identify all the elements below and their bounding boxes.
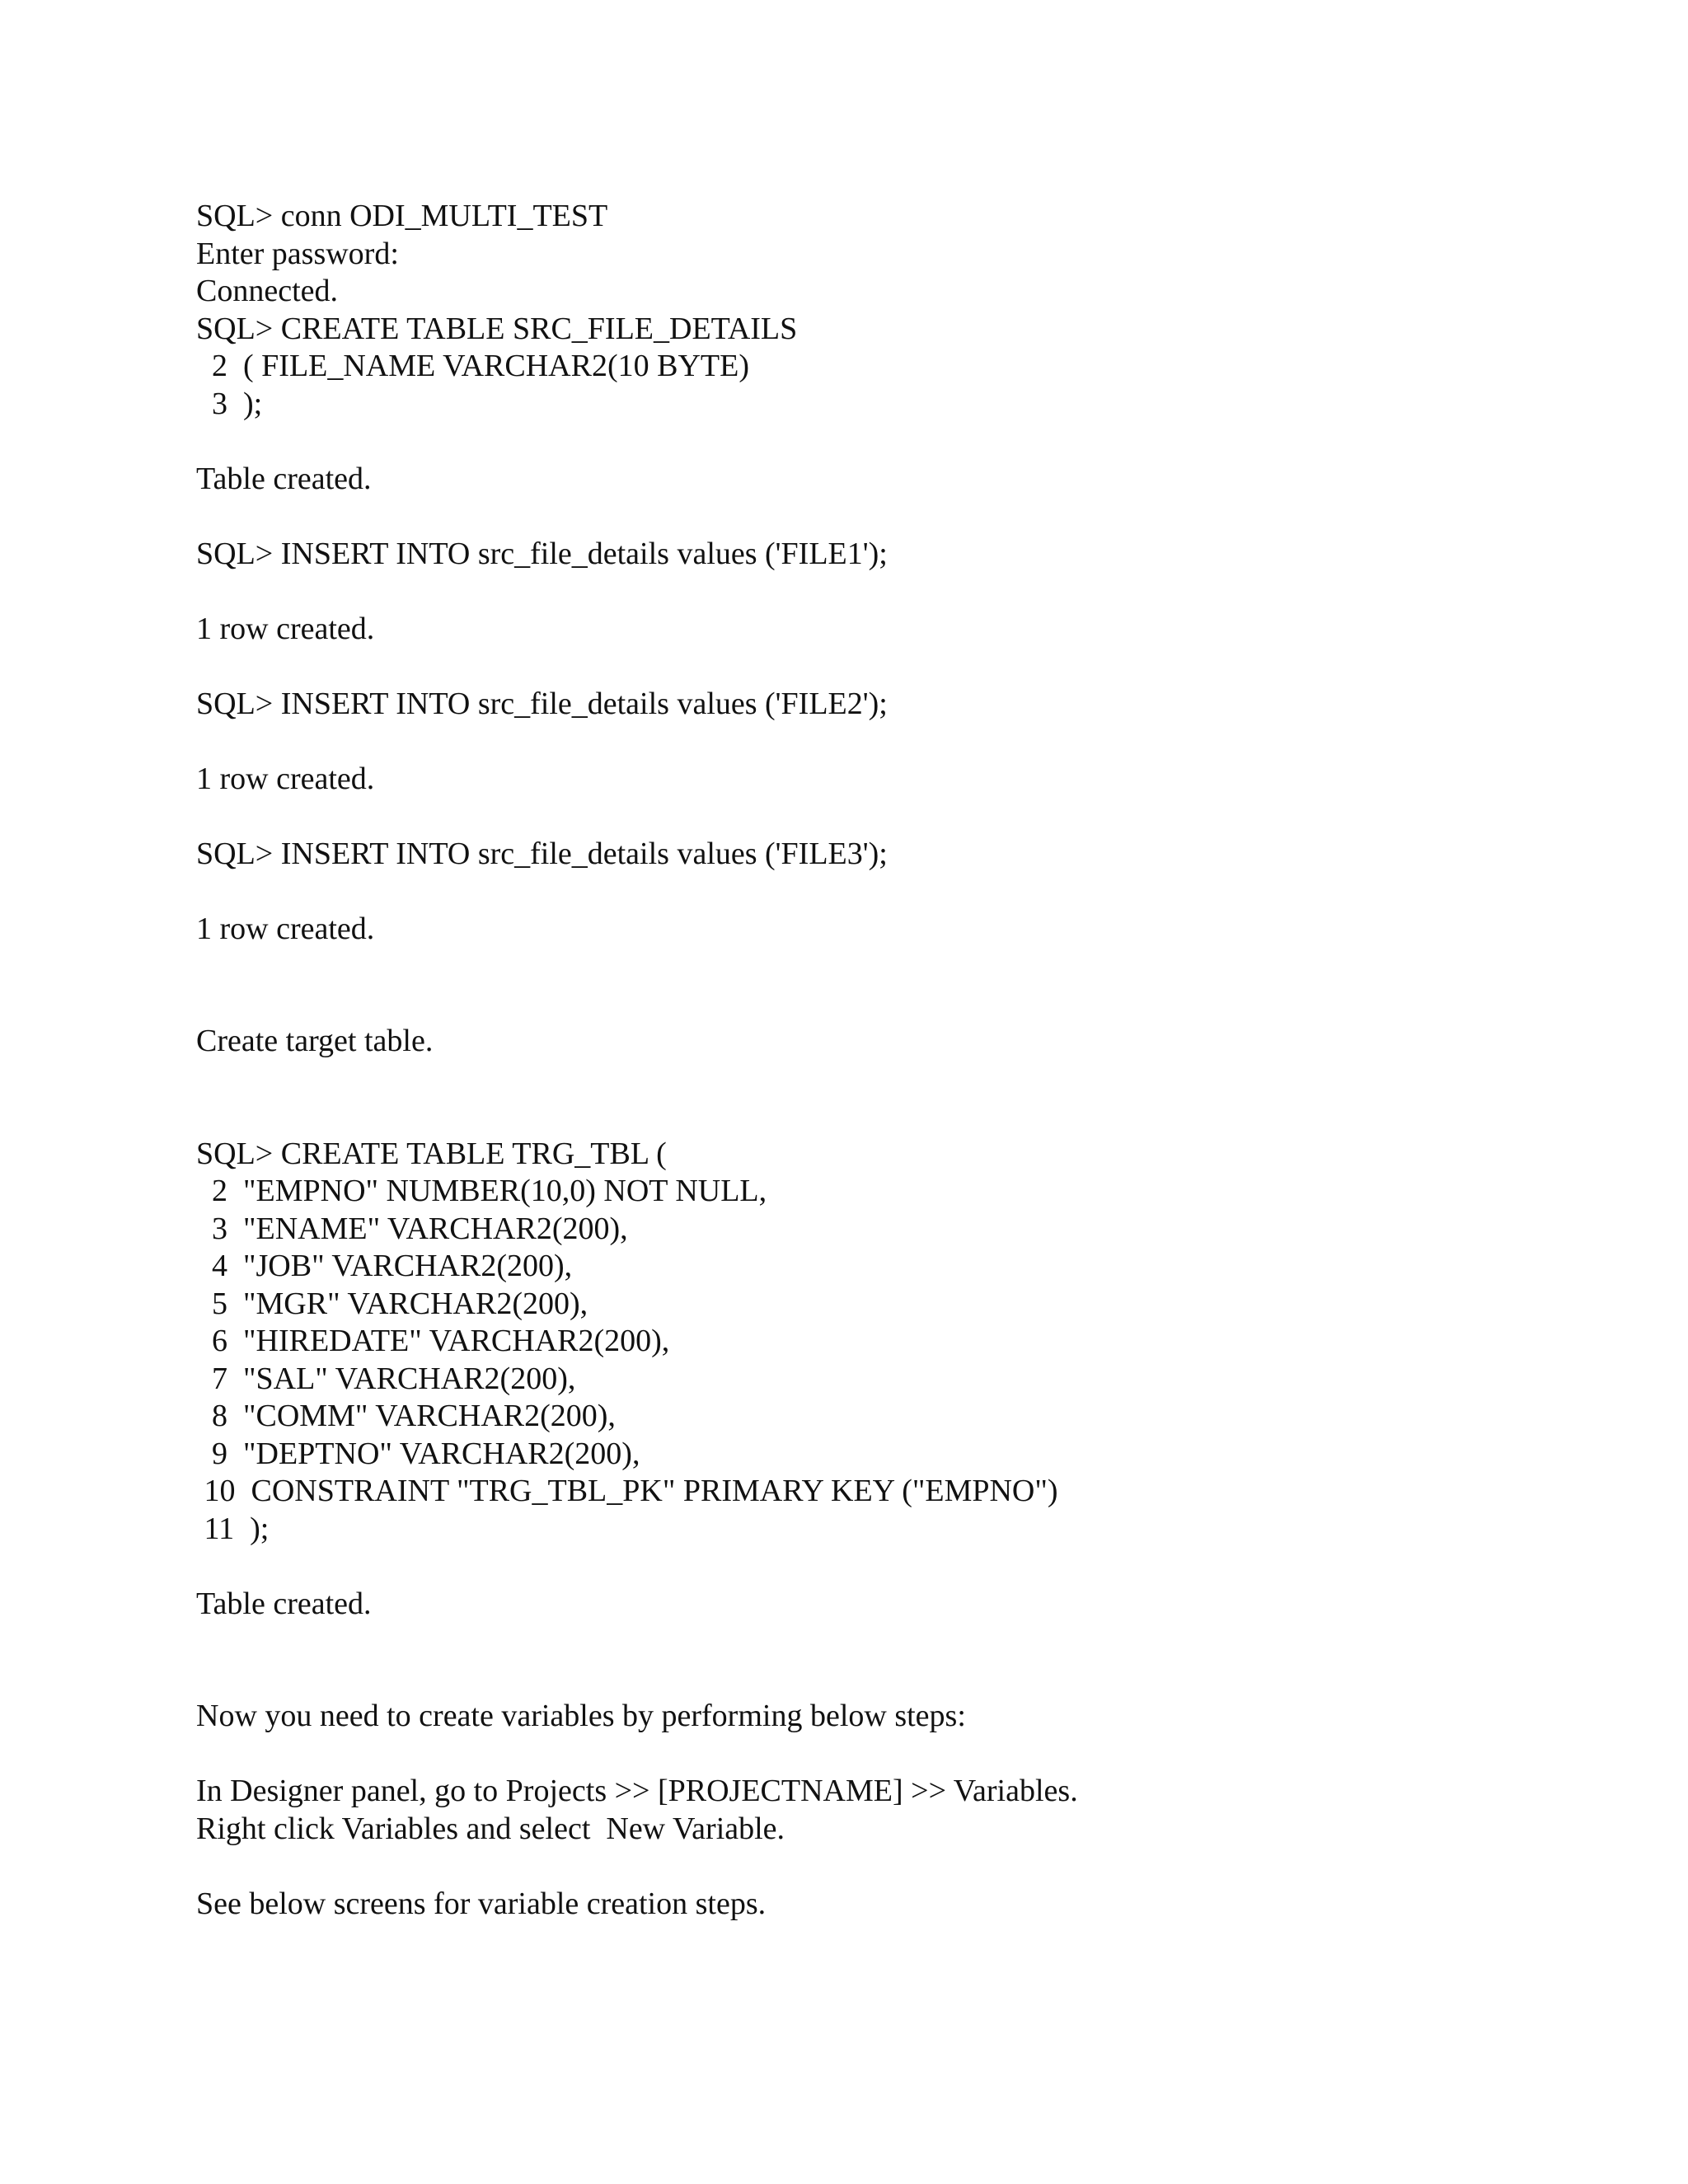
row-created-message: 1 row created. (196, 761, 375, 796)
spacer (196, 648, 1597, 686)
spacer (196, 1736, 1597, 1774)
spacer (196, 423, 1597, 461)
sql-create-src-table-line: SQL> CREATE TABLE SRC_FILE_DETAILS (196, 311, 798, 346)
spacer (196, 573, 1597, 611)
spacer (196, 498, 1597, 536)
connected-status-line: Connected. (196, 274, 339, 308)
spacer (196, 948, 1597, 1023)
sql-create-target-table-line: SQL> CREATE TABLE TRG_TBL ( (196, 1136, 667, 1171)
spacer (196, 1623, 1597, 1698)
spacer (196, 798, 1597, 836)
variables-intro-text: Now you need to create variables by performing below steps: (196, 1699, 966, 1733)
designer-instruction-line: Right click Variables and select New Variable. (196, 1811, 785, 1846)
sql-target-column-line: 2 "EMPNO" NUMBER(10,0) NOT NULL, (196, 1174, 767, 1208)
table-created-message: Table created. (196, 461, 372, 496)
document-content (196, 198, 1597, 1923)
sql-target-column-line: 3 "ENAME" VARCHAR2(200), (196, 1211, 628, 1246)
sql-target-constraint-line: 10 CONSTRAINT "TRG_TBL_PK" PRIMARY KEY ("EMPNO") (196, 1474, 1058, 1508)
sql-insert-file2: SQL> INSERT INTO src_file_details values ('FILE2'); (196, 686, 888, 721)
sql-src-column-line: 2 ( FILE_NAME VARCHAR2(10 BYTE) (196, 349, 749, 383)
sql-target-column-line: 9 "DEPTNO" VARCHAR2(200), (196, 1436, 640, 1471)
create-target-heading: Create target table. (196, 1024, 434, 1058)
row-created-message: 1 row created. (196, 611, 375, 646)
password-prompt-line: Enter password: (196, 236, 399, 271)
row-created-message: 1 row created. (196, 911, 375, 946)
sql-src-close-line: 3 ); (196, 386, 263, 421)
designer-instruction-line: In Designer panel, go to Projects >> [PROJECTNAME] >> Variables. (196, 1774, 1078, 1808)
sql-connect-line: SQL> conn ODI_MULTI_TEST (196, 199, 608, 233)
sql-target-column-line: 8 "COMM" VARCHAR2(200), (196, 1399, 616, 1433)
sql-target-close-line: 11 ); (196, 1511, 270, 1546)
spacer (196, 723, 1597, 761)
see-below-text: See below screens for variable creation steps. (196, 1886, 767, 1921)
spacer (196, 1848, 1597, 1886)
sql-insert-file1: SQL> INSERT INTO src_file_details values ('FILE1'); (196, 536, 888, 571)
spacer (196, 1548, 1597, 1586)
spacer (196, 873, 1597, 911)
table-created-message: Table created. (196, 1586, 372, 1621)
spacer (196, 1061, 1597, 1136)
sql-target-column-line: 7 "SAL" VARCHAR2(200), (196, 1361, 576, 1396)
sql-target-column-line: 4 "JOB" VARCHAR2(200), (196, 1249, 573, 1283)
sql-insert-file3: SQL> INSERT INTO src_file_details values ('FILE3'); (196, 836, 888, 871)
sql-target-column-line: 6 "HIREDATE" VARCHAR2(200), (196, 1324, 670, 1358)
sql-target-column-line: 5 "MGR" VARCHAR2(200), (196, 1286, 588, 1321)
